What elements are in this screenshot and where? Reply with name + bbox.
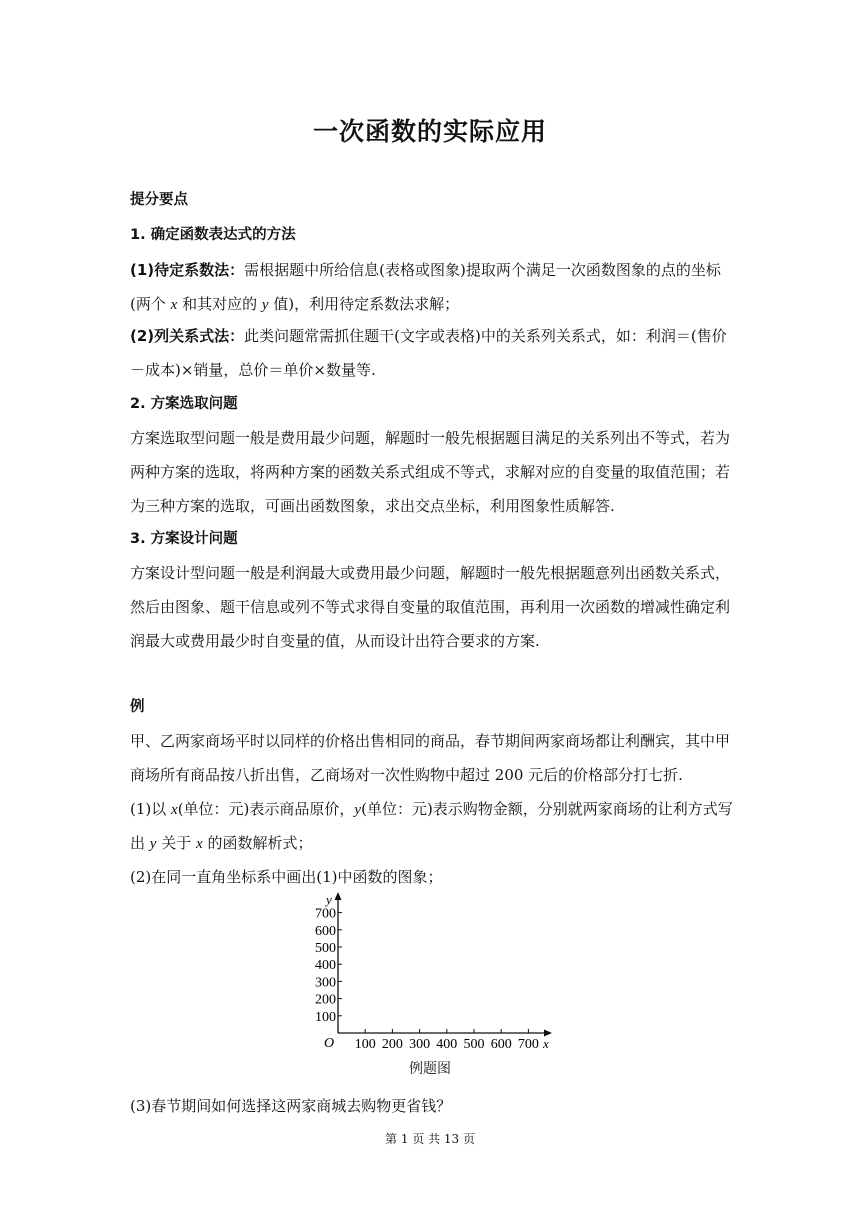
point-2-heading: 2. 方案选取问题 — [130, 396, 238, 412]
text-fragment: (单位：元)表示商品原价， — [177, 800, 355, 818]
x-tick-label: 100 — [354, 1037, 376, 1052]
point-3-heading: 3. 方案设计问题 — [130, 531, 238, 547]
text-fragment: 和其对应的 — [177, 295, 262, 313]
x-tick-label: 400 — [436, 1037, 458, 1052]
point-2-line-2: 两种方案的选取，将两种方案的函数关系式组成不等式，求解对应的自变量的取值范围；若 — [130, 463, 731, 481]
question-3: (3)春节期间如何选择这两家商城去购物更省钱？ — [130, 1097, 452, 1115]
point-1a-line-1 — [130, 260, 736, 280]
point-2-line-1: 方案选取型问题一般是费用最少问题，解题时一般先根据题目满足的关系列出不等式，若为 — [130, 429, 731, 447]
coordinate-axes-figure — [300, 890, 560, 1056]
y-tick-label: 500 — [315, 941, 336, 956]
x-tick-label: 600 — [490, 1037, 512, 1052]
point-1b-line-2: －成本)×销量，总价＝单价×数量等. — [130, 361, 376, 379]
point-1-heading: 1. 确定函数表达式的方法 — [130, 227, 296, 243]
y-tick-label: 200 — [315, 992, 336, 1008]
page-title: 一次函数的实际应用 — [312, 117, 547, 146]
example-line-2: 商场所有商品按八折出售，乙商场对一次性购物中超过 200 元后的价格部分打七折. — [130, 766, 683, 784]
y-axis-arrow — [335, 892, 342, 900]
example-line-1: 甲、乙两家商场平时以同样的价格出售相同的商品，春节期间两家商场都让利酬宾，其中甲 — [130, 732, 731, 750]
question-2: (2)在同一直角坐标系中画出(1)中函数的图象； — [130, 868, 443, 886]
text-fragment: 值)，利用待定系数法求解； — [268, 295, 460, 313]
point-1a-line-2 — [130, 294, 736, 315]
var-x: x — [196, 836, 203, 852]
point-1b-label: (2)列关系式法： — [130, 327, 245, 345]
point-2-line-3: 为三种方案的选取，可画出函数图象，求出交点坐标，利用图象性质解答. — [130, 497, 615, 515]
x-tick-label: 200 — [381, 1037, 403, 1052]
y-tick-label: 700 — [315, 906, 336, 922]
origin-label: O — [324, 1036, 335, 1051]
text-fragment: 出 — [130, 834, 150, 852]
point-1b-text-1: 此类问题常需抓住题干(文字或表格)中的关系列关系式，如：利润＝(售价 — [244, 327, 727, 345]
x-axis-label: x — [543, 1036, 549, 1051]
text-fragment: 的函数解析式； — [202, 834, 313, 852]
y-tick-label: 600 — [315, 923, 336, 939]
var-y: y — [261, 297, 269, 313]
var-x: x — [170, 297, 178, 313]
point-1a-label: (1)待定系数法： — [130, 261, 245, 279]
y-tick-label: 100 — [315, 1009, 336, 1025]
x-tick-label: 500 — [463, 1037, 485, 1052]
point-1b-line-1 — [130, 326, 736, 346]
var-x: x — [171, 802, 178, 818]
text-fragment: 关于 — [156, 834, 196, 852]
var-y: y — [354, 802, 362, 818]
question-1-line-1 — [130, 799, 736, 820]
figure-caption: 例题图 — [409, 1061, 451, 1077]
point-3-line-2: 然后由图象、题干信息或列不等式求得自变量的取值范围，再利用一次函数的增减性确定利 — [130, 598, 731, 616]
x-tick-label: 700 — [517, 1037, 539, 1052]
point-3-line-1: 方案设计型问题一般是利润最大或费用最少问题，解题时一般先根据题意列出函数关系式， — [130, 564, 731, 582]
y-axis-label: y — [326, 892, 332, 907]
section-heading: 提分要点 — [130, 192, 188, 208]
x-tick-label: 300 — [409, 1037, 431, 1052]
text-fragment: (两个 — [130, 295, 171, 313]
page-footer: 第 1 页 共 13 页 — [385, 1132, 475, 1146]
point-1a-text-1: 需根据题中所给信息(表格或图象)提取两个满足一次函数图象的点的坐标 — [244, 261, 721, 279]
text-fragment: (1)以 — [130, 800, 172, 818]
var-y: y — [149, 836, 157, 852]
question-1-line-2 — [130, 833, 736, 854]
text-fragment: (单位：元)表示购物金额，分别就两家商场的让利方式写 — [361, 800, 733, 818]
y-tick-label: 400 — [315, 958, 336, 974]
point-3-line-3: 润最大或费用最少时自变量的值，从而设计出符合要求的方案. — [130, 632, 540, 650]
example-heading: 例 — [130, 699, 145, 715]
y-tick-label: 300 — [315, 975, 336, 991]
